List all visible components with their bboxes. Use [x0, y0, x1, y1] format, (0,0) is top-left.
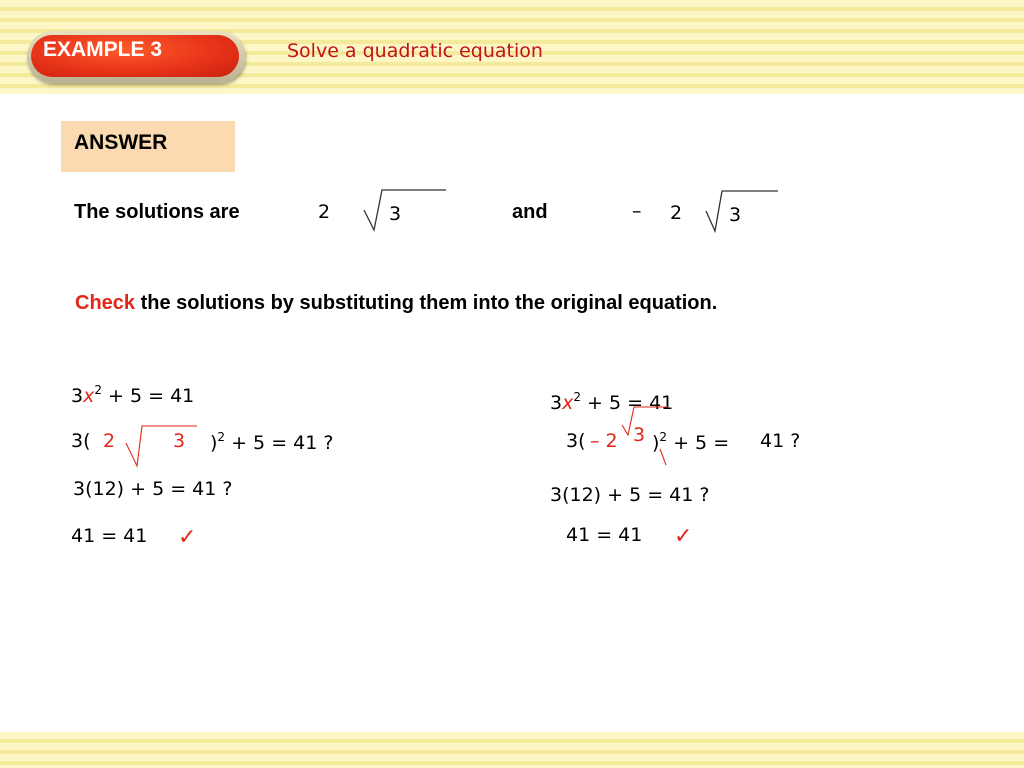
left-simplified: 3(12) + 5 = 41 ? [73, 478, 233, 500]
right-variable: x [562, 392, 574, 414]
right-sub-close: )$^2$ + 5 = [652, 430, 730, 454]
check-highlight: Check [75, 292, 136, 314]
right-sub-open: 3( [566, 430, 586, 452]
left-variable: x [83, 385, 95, 407]
right-original-equation: $3x^2 + 5 = 41$ [550, 390, 674, 414]
left-result: 41 = 41 [71, 525, 148, 547]
solutions-lead-text: The solutions are [74, 201, 240, 223]
solution-2-coefficient: 2 [670, 202, 683, 224]
solution-1-radical-sign [362, 188, 448, 234]
footer-stripe-band [0, 732, 1024, 768]
solution-2-radical-sign [704, 189, 780, 235]
page-title: Solve a quadratic equation [287, 40, 543, 62]
example-badge [27, 31, 245, 83]
right-simplified: 3(12) + 5 = 41 ? [550, 484, 710, 506]
right-sub-coefficient: – 2 [590, 430, 618, 452]
solution-1-coefficient: 2 [318, 201, 331, 223]
answer-label: ANSWER [74, 131, 168, 154]
right-sub-radicand: 3 [633, 424, 646, 446]
left-sub-radicand: 3 [173, 430, 186, 452]
right-checkmark-icon: ✓ [674, 524, 693, 549]
right-sub-rhs: 41 ? [760, 430, 801, 452]
right-result: 41 = 41 [566, 524, 643, 546]
left-sub-open: 3( [71, 430, 91, 452]
solutions-conjunction: and [512, 201, 548, 223]
solution-2-radicand: 3 [729, 204, 742, 226]
left-sub-radical-sign [123, 424, 199, 470]
left-original-equation: $3x^2 + 5 = 41$ [71, 383, 195, 407]
check-rest: the solutions by substituting them into the original equation. [140, 292, 718, 314]
check-instruction [75, 292, 717, 315]
left-sub-close: )$^2$ + 5 = 41 ? [210, 430, 334, 454]
left-sub-coefficient: 2 [103, 430, 116, 452]
example-badge-label: EXAMPLE 3 [31, 35, 239, 77]
left-checkmark-icon: ✓ [178, 525, 197, 550]
solution-1-radicand: 3 [389, 203, 402, 225]
solution-2-sign: – [632, 200, 642, 222]
answer-box [61, 121, 235, 172]
